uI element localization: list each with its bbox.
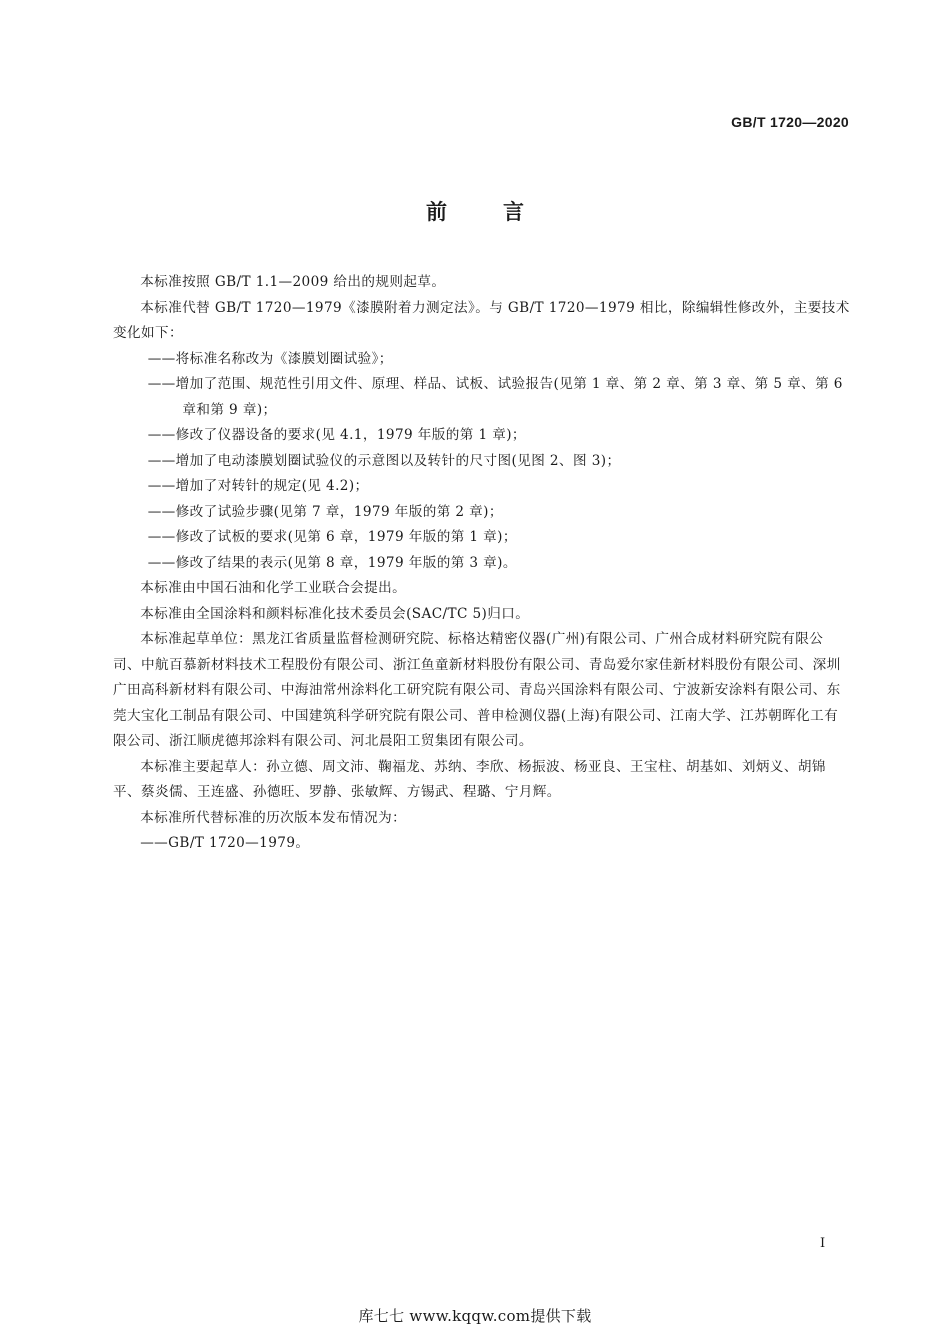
- page-number: I: [820, 1236, 826, 1251]
- paragraph: 本标准按照 GB/T 1.1—2009 给出的规则起草。: [140, 274, 446, 290]
- change-item: ——将标准名称改为《漆膜划圈试验》；: [147, 350, 393, 367]
- paragraph: 本标准所代替标准的历次版本发布情况为：: [140, 809, 407, 826]
- paragraph: 本标准由中国石油和化学工业联合会提出。: [140, 580, 407, 596]
- standard-code: GB/T 1720—2020: [731, 114, 849, 130]
- drafters: 本标准主要起草人：孙立德、周文沛、鞠福龙、苏纳、李欣、杨振波、杨亚良、王宝柱、胡基如、刘炳义、胡锦平、蔡炎儒、王连盛、孙德旺、罗静、张敏辉、方锡武、程璐、宁月辉。: [113, 758, 826, 800]
- change-item: ——增加了对转针的规定(见 4.2)；: [147, 478, 369, 494]
- drafting-units: 本标准起草单位：黑龙江省质量监督检测研究院、标格达精密仪器(广州)有限公司、广州合成材料研究院有限公司、中航百慕新材料技术工程股份有限公司、浙江鱼童新材料股份有限公司、青岛爱尔家佳新材料股份有限公司、深圳广田高科新材料有限公司、中海油常州涂料化工研究院有限公司、青岛兴国涂料有限公司、宁波新安涂料有限公司、东莞大宝化工制品有限公司、中国建筑科学研究院有限公司、普申检测仪器(上海)有限公司、江南大学、江苏朝晖化工有限公司、浙江顺虎德邦涂料有限公司、河北晨阳工贸集团有限公司。: [113, 631, 841, 749]
- paragraph: 本标准由全国涂料和颜料标准化技术委员会(SAC/TC 5)归口。: [140, 605, 530, 622]
- change-item: ——增加了电动漆膜划圈试验仪的示意图以及转针的尺寸图(见图 2、图 3)；: [147, 452, 621, 469]
- paragraph: 本标准代替 GB/T 1720—1979《漆膜附着力测定法》。与 GB/T 1720—1979 相比，除编辑性修改外，主要技术变化如下：: [113, 299, 850, 341]
- change-item: ——修改了试验步骤(见第 7 章，1979 年版的第 2 章)；: [147, 503, 503, 520]
- change-item: ——修改了结果的表示(见第 8 章，1979 年版的第 3 章)。: [147, 554, 517, 571]
- foreword-body: [113, 270, 850, 857]
- download-footer: 库七七 www.kqqw.com提供下载: [358, 1307, 592, 1325]
- change-item: ——增加了范围、规范性引用文件、原理、样品、试板、试验报告(见第 1 章、第 2 章、第 3 章、第 5 章、第 6 章和第 9 章)；: [147, 376, 843, 418]
- change-item: ——修改了仪器设备的要求(见 4.1，1979 年版的第 1 章)；: [147, 427, 526, 443]
- page-title: 前言: [426, 200, 580, 224]
- change-item: ——修改了试板的要求(见第 6 章，1979 年版的第 1 章)；: [147, 529, 517, 545]
- version-history-item: ——GB/T 1720—1979。: [140, 835, 310, 851]
